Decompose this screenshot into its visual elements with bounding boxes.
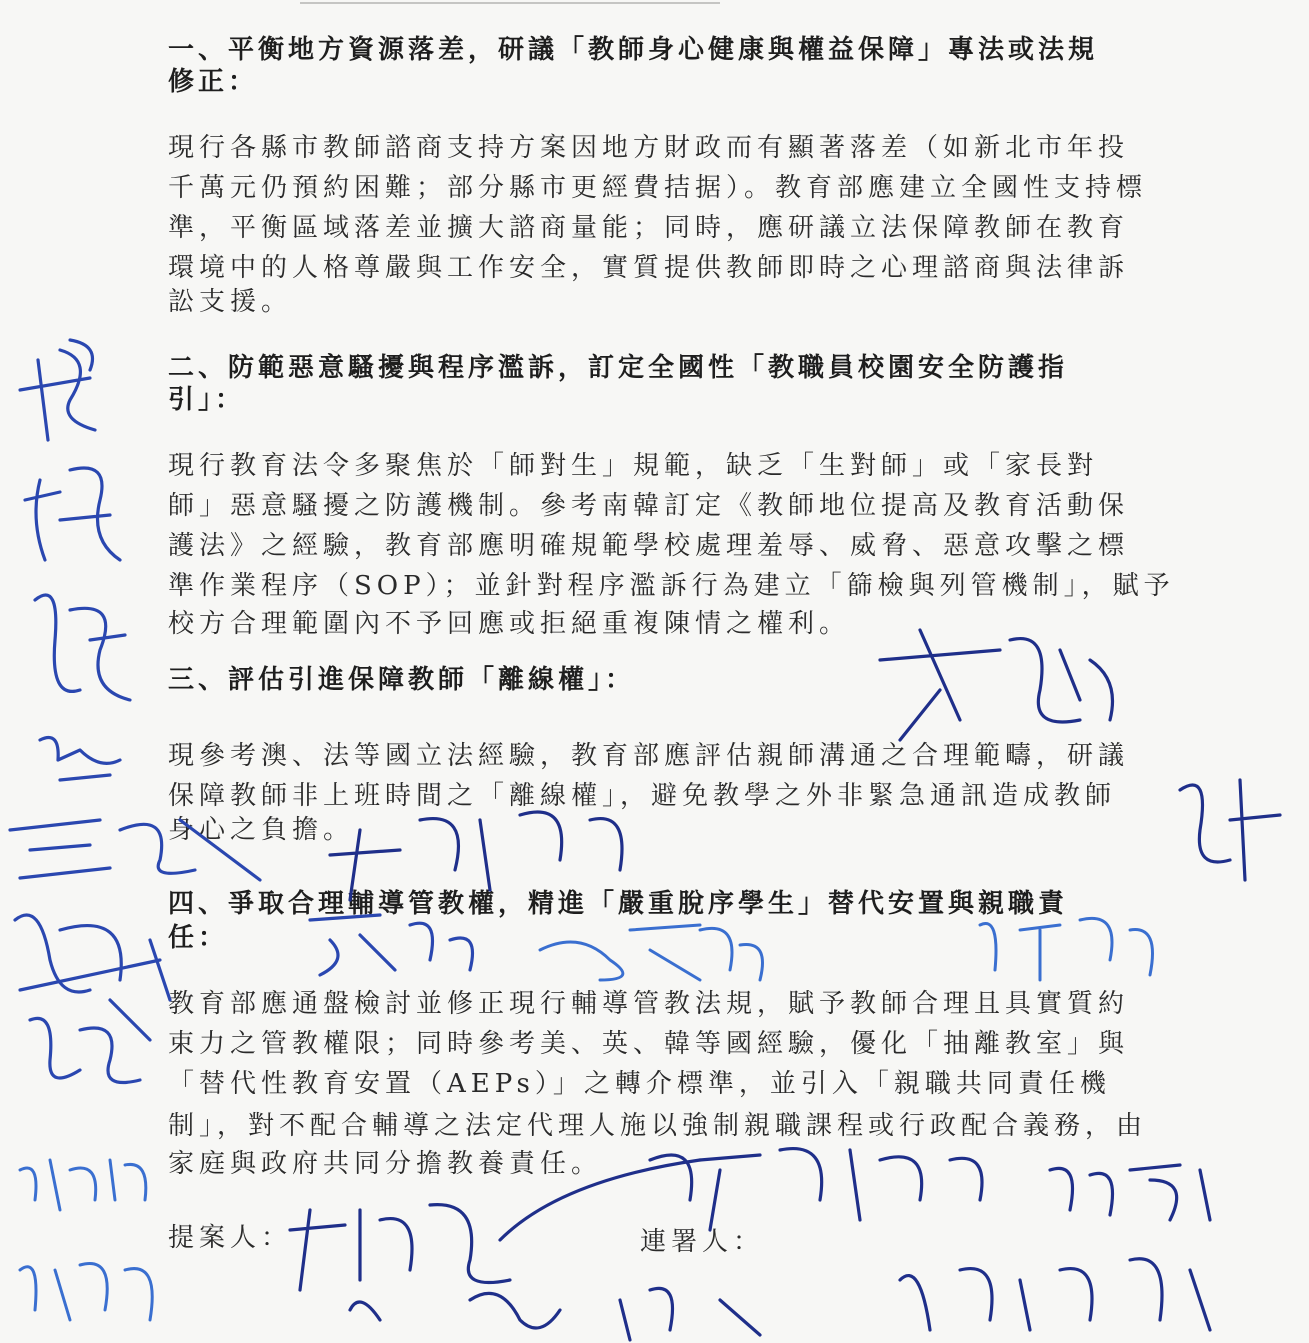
signature-left-4 — [40, 738, 120, 781]
section-1-heading-line-2: 修正： — [168, 67, 259, 97]
section-2-body-line-1: 現行教育法令多聚焦於「師對生」規範，缺乏「生對師」或「家長對 — [168, 451, 1099, 481]
proposer-label: 提案人： — [168, 1223, 293, 1253]
signature-bottom-row — [350, 1259, 1210, 1340]
section-4-body-line-5: 家庭與政府共同分擔教養責任。 — [168, 1149, 603, 1179]
signature-zheng — [1180, 780, 1280, 880]
cosigner-label: 連署人： — [640, 1227, 765, 1257]
cropped-top-text-edge — [300, 0, 720, 4]
section-3-body-line-3: 身心之負擔。 — [168, 815, 355, 845]
section-4-body-line-4: 制」，對不配合輔導之法定代理人施以強制親職課程或行政配合義務，由 — [168, 1111, 1148, 1141]
signature-left-2 — [25, 468, 120, 560]
section-2-heading-line-1: 二、防範惡意騷擾與程序濫訴，訂定全國性「教職員校園安全防護指 — [168, 353, 1069, 383]
section-2-body-line-3: 護法》之經驗，教育部應明確規範學校處理羞辱、威脅、惡意攻擊之標 — [168, 531, 1130, 561]
signature-left-7 — [30, 1000, 150, 1083]
section-1-body-line-4: 環境中的人格尊嚴與工作安全，實質提供教師即時之心理諮商與法律訴 — [168, 253, 1130, 283]
section-1-body-line-2: 千萬元仍預約困難；部分縣市更經費拮据）。教育部應建立全國性支持標 — [168, 173, 1148, 203]
section-3-body-line-2: 保障教師非上班時間之「離線權」，避免教學之外非緊急通訊造成教師 — [168, 781, 1117, 811]
section-3-body-line-1: 現參考澳、法等國立法經驗，教育部應評估親師溝通之合理範疇，研議 — [168, 741, 1130, 771]
section-1-body-line-5: 訟支援。 — [168, 287, 293, 317]
section-2-body-line-2: 師」惡意騷擾之防護機制。參考南韓訂定《教師地位提高及教育活動保 — [168, 491, 1130, 521]
section-3-heading: 三、評估引進保障教師「離線權」： — [168, 665, 636, 695]
section-4-heading-line-1: 四、爭取合理輔導管教權，精進「嚴重脫序學生」替代安置與親職責 — [168, 889, 1069, 919]
section-1-body-line-3: 準，平衡區域落差並擴大諮商量能；同時，應研議立法保障教師在教育 — [168, 213, 1130, 243]
section-4-body-line-3: 「替代性教育安置（AEPs）」之轉介標準，並引入「親職共同責任機 — [168, 1069, 1111, 1099]
signature-left-1 — [20, 340, 95, 440]
signature-left-9 — [20, 1263, 152, 1320]
section-2-body-line-4: 準作業程序（SOP）；並針對程序濫訴行為建立「篩檢與列管機制」，賦予 — [168, 571, 1175, 601]
signature-left-8 — [20, 1160, 146, 1210]
section-2-body-line-5: 校方合理範圍內不予回應或拒絕重複陳情之權利。 — [168, 609, 851, 639]
signature-left-6 — [15, 915, 170, 1000]
signature-left-3 — [35, 595, 130, 700]
section-2-heading-line-2: 引」： — [168, 385, 246, 415]
section-4-heading-line-2: 任： — [168, 923, 229, 953]
section-1-body-line-1: 現行各縣市教師諮商支持方案因地方財政而有顯著落差（如新北市年投 — [168, 133, 1130, 163]
section-1-heading-line-1: 一、平衡地方資源落差，研議「教師身心健康與權益保障」專法或法規 — [168, 35, 1099, 65]
section-4-body-line-2: 束力之管教權限；同時參考美、英、韓等國經驗，優化「抽離教室」與 — [168, 1029, 1130, 1059]
section-4-body-line-1: 教育部應通盤檢討並修正現行輔導管教法規，賦予教師合理且具實質約 — [168, 989, 1130, 1019]
